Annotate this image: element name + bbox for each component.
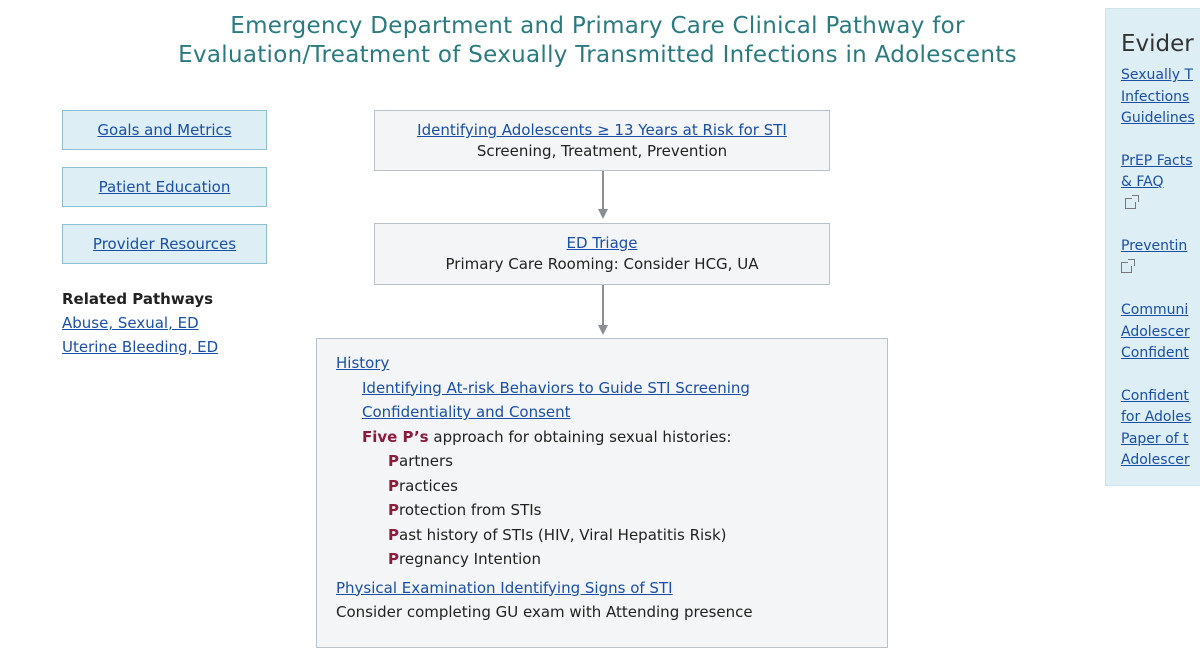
five-ps-intro bbox=[336, 425, 887, 450]
confidentiality-consent-link[interactable]: Confidentiality and Consent bbox=[362, 403, 571, 421]
physical-exam-link[interactable]: Physical Examination Identifying Signs of STI bbox=[336, 578, 673, 597]
five-ps-label: Five P’s bbox=[362, 427, 429, 446]
five-ps-item-partners: Partners bbox=[388, 452, 453, 470]
patient-education-button[interactable] bbox=[62, 167, 267, 207]
related-link-uterine-bleeding-ed[interactable]: Uterine Bleeding, ED bbox=[62, 338, 219, 356]
ed-triage-link[interactable]: ED Triage bbox=[566, 234, 638, 252]
flow-arrow-1 bbox=[598, 171, 608, 219]
evidence-item-confidentiality-paper[interactable]: Confident for Adoles Paper of t Adolescer bbox=[1121, 387, 1192, 468]
evidence-item-preventing[interactable]: Preventin bbox=[1121, 236, 1195, 279]
five-ps-item-past-history: Past history of STIs (HIV, Viral Hepatitis Risk) bbox=[388, 525, 727, 544]
flow-step-history-exam bbox=[316, 338, 888, 648]
evidence-title: Evider bbox=[1121, 31, 1194, 57]
page-title-line-1: Emergency Department and Primary Care Clinical Pathway for bbox=[230, 13, 965, 39]
five-ps-item-protection: Protection from STIs bbox=[388, 501, 542, 519]
page-title bbox=[130, 12, 1065, 70]
five-ps-item-pregnancy: Pregnancy Intention bbox=[388, 550, 541, 568]
flow-step-ed-triage bbox=[374, 223, 830, 285]
primary-care-rooming-text: Primary Care Rooming: Consider HCG, UA bbox=[445, 255, 759, 273]
goals-and-metrics-button[interactable] bbox=[62, 110, 267, 150]
evidence-item-prep-facts[interactable]: PrEP Facts & FAQ bbox=[1121, 151, 1195, 216]
provider-resources-button[interactable] bbox=[62, 224, 267, 264]
related-link-abuse-sexual-ed[interactable]: Abuse, Sexual, ED bbox=[62, 314, 199, 332]
external-link-icon bbox=[1121, 262, 1132, 273]
patient-education-link[interactable]: Patient Education bbox=[98, 178, 231, 196]
provider-resources-link[interactable]: Provider Resources bbox=[92, 235, 237, 253]
flow-step-identify-adolescents bbox=[374, 110, 830, 171]
evidence-panel bbox=[1105, 8, 1200, 486]
related-pathways-heading: Related Pathways bbox=[62, 290, 214, 308]
page-title-line-2: Evaluation/Treatment of Sexually Transmitted Infections in Adolescents bbox=[178, 42, 1017, 68]
related-pathways bbox=[62, 287, 218, 359]
five-ps-text: approach for obtaining sexual histories: bbox=[428, 427, 732, 446]
five-ps-item-practices: Practices bbox=[388, 476, 458, 495]
external-link-icon bbox=[1125, 198, 1136, 209]
evidence-item-sti-guidelines[interactable]: Sexually T Infections Guidelines bbox=[1121, 67, 1195, 126]
gu-exam-text: Consider completing GU exam with Attending presence bbox=[336, 603, 753, 621]
at-risk-behaviors-link[interactable]: Identifying At-risk Behaviors to Guide STI Screening bbox=[362, 378, 750, 397]
flow-arrow-2 bbox=[598, 285, 608, 335]
history-link[interactable]: History bbox=[336, 354, 390, 372]
evidence-list bbox=[1121, 65, 1195, 486]
goals-and-metrics-link[interactable]: Goals and Metrics bbox=[97, 121, 232, 139]
identify-adolescents-text: Screening, Treatment, Prevention bbox=[476, 142, 728, 160]
identify-adolescents-link[interactable]: Identifying Adolescents ≥ 13 Years at Risk for STI bbox=[417, 121, 787, 139]
evidence-item-communicating[interactable]: Communi Adolescer Confident bbox=[1121, 302, 1190, 361]
